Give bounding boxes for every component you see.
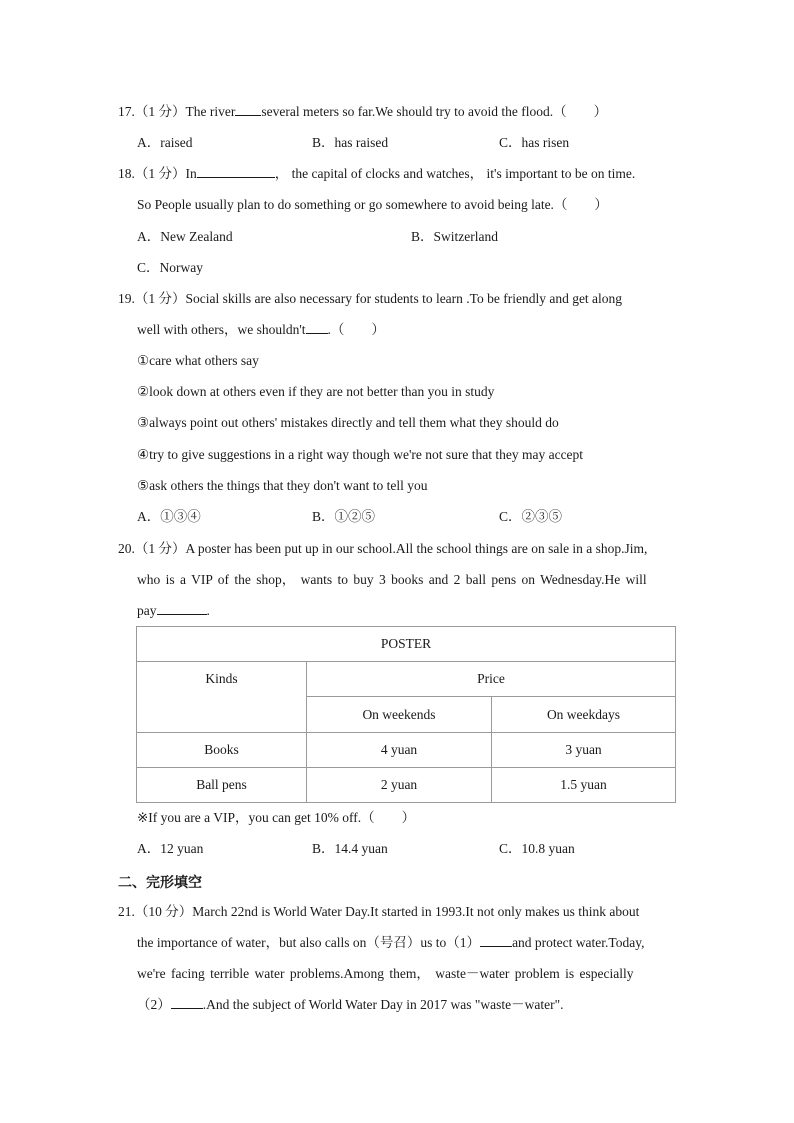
statement-item: ③always point out others' mistakes directly and tell them what they should do <box>137 415 559 430</box>
question-text: So People usually plan to do something or go somewhere to avoid being late.（ ） <box>137 197 608 212</box>
question-score: （1 分） <box>134 104 186 119</box>
poster-note: ※If you are a VIP，you can get 10% off.（ ） <box>137 810 416 825</box>
table-cell-weekdays: 3 yuan <box>492 733 676 768</box>
option-a: A．raised <box>137 135 193 150</box>
statement-item: ⑤ask others the things that they don't want to tell you <box>137 478 428 493</box>
question-text: ， the capital of clocks and watches， it's important to be on time. <box>274 166 636 181</box>
option-a: A．①③④ <box>137 509 201 524</box>
statement-item: ①care what others say <box>137 353 259 368</box>
question-number: 20. <box>118 541 135 556</box>
table-cell-weekends: 4 yuan <box>307 733 492 768</box>
question-score: （1 分） <box>134 166 186 181</box>
poster-table <box>136 626 676 803</box>
question-21 <box>118 903 639 921</box>
price-header: Price <box>307 662 676 697</box>
question-19 <box>118 290 622 308</box>
question-text: The river <box>185 104 236 119</box>
answer-blank <box>197 165 275 178</box>
question-text-part: well with others，we shouldn't <box>137 322 306 337</box>
question-score: （1 分） <box>134 291 186 306</box>
option-a: A．12 yuan <box>137 841 204 856</box>
option-b: B．14.4 yuan <box>312 841 388 856</box>
table-cell-item: Ball pens <box>137 768 307 803</box>
weekends-header: On weekends <box>307 697 492 733</box>
question-text-part: pay <box>137 603 157 618</box>
question-text <box>137 321 385 339</box>
option-c: C．has risen <box>499 135 570 150</box>
option-a: A．New Zealand <box>137 229 233 244</box>
question-number: 21. <box>118 904 135 919</box>
question-score: （10 分） <box>134 904 193 919</box>
question-text: In <box>185 166 197 181</box>
question-17 <box>118 103 607 121</box>
question-text: A poster has been put up in our school.All the school things are on sale in a shop.Jim, <box>185 541 648 556</box>
option-c: C．10.8 yuan <box>499 841 575 856</box>
kinds-header: Kinds <box>137 662 307 733</box>
question-text <box>137 602 210 620</box>
statement-item: ②look down at others even if they are not better than you in study <box>137 384 495 399</box>
option-c: C．②③⑤ <box>499 509 563 524</box>
question-text: who is a VIP of the shop， wants to buy 3 books and 2 ball pens on Wednesday.He will <box>137 572 647 587</box>
question-20 <box>118 540 647 558</box>
question-text: March 22nd is World Water Day.It started in 1993.It not only makes us think about <box>192 904 640 919</box>
question-text <box>137 996 564 1014</box>
poster-title: POSTER <box>137 627 676 662</box>
weekdays-header: On weekdays <box>492 697 676 733</box>
option-b: B．Switzerland <box>411 229 498 244</box>
option-b: B．①②⑤ <box>312 509 376 524</box>
question-text: we're facing terrible water problems.Among them， waste－water problem is especially <box>137 966 634 981</box>
question-text-part: the importance of water，but also calls on（号召）us to（1） <box>137 935 481 950</box>
answer-blank <box>171 996 203 1009</box>
question-text: Social skills are also necessary for students to learn .To be friendly and get along <box>185 291 623 306</box>
question-number: 17. <box>118 104 135 119</box>
question-text-part: .And the subject of World Water Day in 2017 was "waste－water". <box>202 997 564 1012</box>
answer-blank <box>235 103 261 116</box>
answer-blank <box>306 321 328 334</box>
question-text <box>137 934 644 952</box>
question-text: several meters so far.We should try to avoid the flood.（ ） <box>261 104 608 119</box>
question-score: （1 分） <box>134 541 186 556</box>
option-c: C．Norway <box>137 260 203 275</box>
question-text-part: . <box>206 603 210 618</box>
table-cell-weekends: 2 yuan <box>307 768 492 803</box>
question-text-part: and protect water.Today, <box>512 935 645 950</box>
statement-item: ④try to give suggestions in a right way though we're not sure that they may accept <box>137 447 584 462</box>
table-cell-weekdays: 1.5 yuan <box>492 768 676 803</box>
question-number: 18. <box>118 166 135 181</box>
table-cell-item: Books <box>137 733 307 768</box>
option-b: B．has raised <box>312 135 389 150</box>
question-18 <box>118 165 635 183</box>
question-text-part: （2） <box>137 997 171 1012</box>
answer-blank <box>157 602 207 615</box>
answer-blank <box>480 934 512 947</box>
question-text-part: .（ ） <box>327 322 385 337</box>
question-number: 19. <box>118 291 135 306</box>
section-heading: 二、完形填空 <box>118 875 202 891</box>
